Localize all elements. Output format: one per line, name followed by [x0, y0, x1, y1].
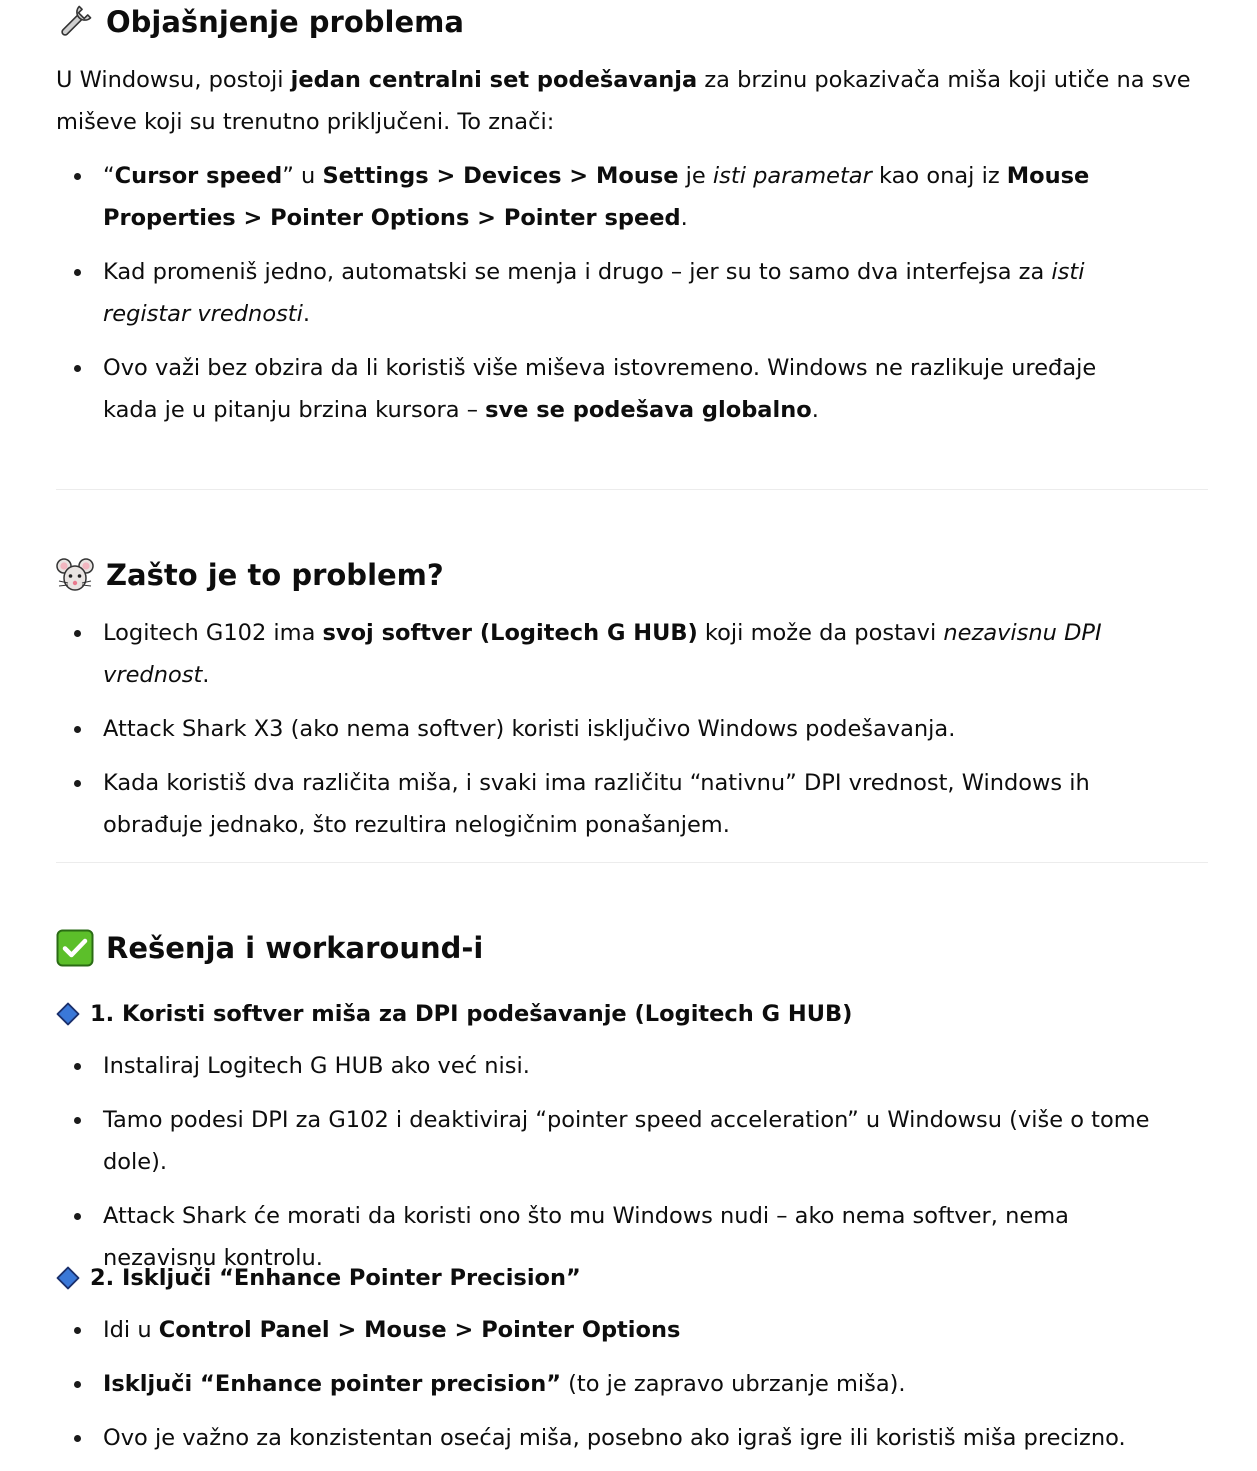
list-item: Logitech G102 ima svoj softver (Logitech G HUB) koji može da postavi nezavisnu DPI vrednost. [56, 612, 1208, 696]
section-divider [56, 489, 1208, 490]
check-mark-button-icon [56, 929, 94, 967]
subsection-title-1 [56, 998, 852, 1030]
mouse-face-icon [56, 556, 94, 594]
solution-1-list [56, 1045, 1208, 1291]
subsection-title-text: 1. Koristi softver miša za DPI podešavanje (Logitech G HUB) [90, 1001, 853, 1027]
section-title-resenja [56, 928, 483, 968]
list-item: Kada koristiš dva različita miša, i svaki ima različitu “nativnu” DPI vrednost, Windows ih obrađuje jednako, što rezultira nelogičnim ponašanjem. [56, 762, 1208, 846]
section-title-zasto [56, 555, 444, 595]
section-title-objasnjenje [56, 2, 464, 42]
section-title-text: Rešenja i workaround-i [106, 931, 484, 965]
blue-diamond-icon [56, 1266, 80, 1290]
why-problem-list [56, 612, 1208, 858]
solution-2-list [56, 1309, 1208, 1471]
subsection-title-2 [56, 1262, 581, 1294]
list-item: Attack Shark X3 (ako nema softver) koristi isključivo Windows podešavanja. [56, 708, 1208, 750]
list-item: Ovo je važno za konzistentan osećaj miša, posebno ako igraš igre ili koristiš miša precizno. [56, 1417, 1208, 1459]
list-item: Ovo važi bez obzira da li koristiš više miševa istovremeno. Windows ne razlikuje uređaje kada je u pitanju brzina kursora – sve se podešava globalno. [56, 347, 1208, 431]
list-item: Isključi “Enhance pointer precision” (to je zapravo ubrzanje miša). [56, 1363, 1208, 1405]
wrench-icon [56, 3, 94, 41]
list-item: Attack Shark će morati da koristi ono što mu Windows nudi – ako nema softver, nema nezavisnu kontrolu. [56, 1195, 1208, 1279]
section-divider [56, 862, 1208, 863]
section-title-text: Objašnjenje problema [106, 5, 464, 39]
list-item: Instaliraj Logitech G HUB ako već nisi. [56, 1045, 1208, 1087]
list-item: Tamo podesi DPI za G102 i deaktiviraj “pointer speed acceleration” u Windowsu (više o tome dole). [56, 1099, 1208, 1183]
blue-diamond-icon [56, 1002, 80, 1026]
problem-explanation-list [56, 155, 1208, 443]
subsection-title-text: 2. Isključi “Enhance Pointer Precision” [90, 1265, 581, 1291]
intro-paragraph: U Windowsu, postoji jedan centralni set podešavanja za brzinu pokazivača miša koji utiče na sve miševe koji su trenutno priključeni. To znači: [56, 67, 1191, 135]
list-item: Idi u Control Panel > Mouse > Pointer Options [56, 1309, 1208, 1351]
list-item: “Cursor speed” u Settings > Devices > Mouse je isti parametar kao onaj iz Mouse Properties > Pointer Options > Pointer speed. [56, 155, 1208, 239]
section-title-text: Zašto je to problem? [106, 558, 444, 592]
list-item: Kad promeniš jedno, automatski se menja i drugo – jer su to samo dva interfejsa za isti registar vrednosti. [56, 251, 1208, 335]
